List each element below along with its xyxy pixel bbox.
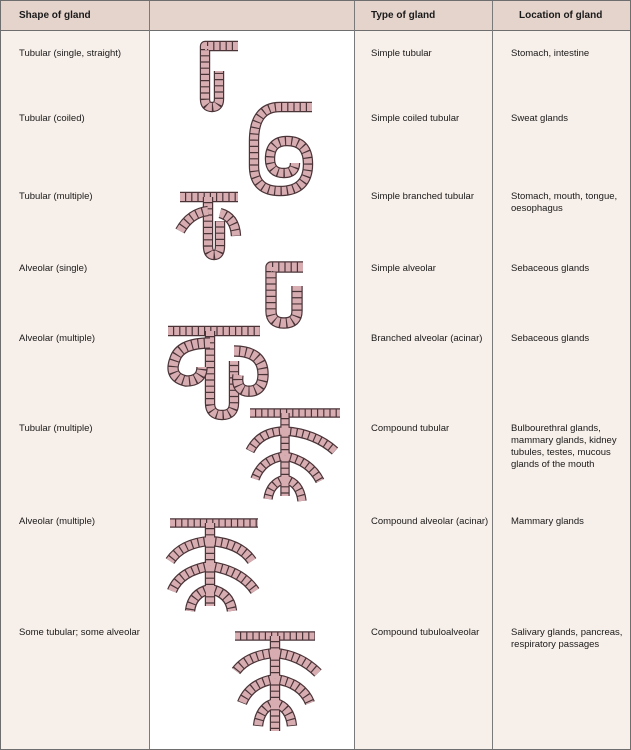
row-8-location: Salivary glands, pancreas, respiratory passages: [511, 627, 623, 650]
row-7-location: Mammary glands: [511, 516, 584, 527]
header-type: Type of gland: [371, 10, 436, 21]
compound-tubuloalveolar-branches: [236, 636, 318, 731]
row-1-type: Simple tubular: [371, 48, 432, 59]
row-8-type: Compound tubuloalveolar: [371, 627, 480, 638]
row-8-shape: Some tubular; some alveolar: [19, 627, 140, 638]
compound-alveolar-branches: [170, 523, 255, 611]
row-6-shape: Tubular (multiple): [19, 423, 93, 434]
row-4-location: Sebaceous glands: [511, 263, 590, 274]
row-1-location: Stomach, intestine: [511, 48, 590, 59]
row-6-type: Compound tubular: [371, 423, 450, 434]
column-divider: [492, 1, 493, 749]
row-4-type: Simple alveolar: [371, 263, 436, 274]
row-6-location: Bulbourethral glands, mammary glands, kidney tubules, testes, mucous glands of the mouth: [511, 423, 617, 470]
row-2-type: Simple coiled tubular: [371, 113, 460, 124]
header-location: Location of gland: [519, 10, 603, 21]
gland-drawings: [168, 46, 340, 731]
row-2-location: Sweat glands: [511, 113, 569, 124]
table-header: [1, 1, 630, 31]
row-3-type: Simple branched tubular: [371, 191, 474, 202]
row-7-shape: Alveolar (multiple): [19, 516, 96, 527]
row-2-shape: Tubular (coiled): [19, 113, 85, 124]
row-3-shape: Tubular (multiple): [19, 191, 93, 202]
gland-illustrations: [150, 31, 354, 749]
row-1-shape: Tubular (single, straight): [19, 48, 122, 59]
column-divider: [354, 1, 355, 749]
row-5-location: Sebaceous glands: [511, 333, 590, 344]
row-5-shape: Alveolar (multiple): [19, 333, 96, 344]
row-3-location: Stomach, mouth, tongue, oesophagus: [511, 191, 618, 214]
row-7-type: Compound alveolar (acinar): [371, 516, 489, 527]
row-4-shape: Alveolar (single): [19, 263, 88, 274]
row-5-type: Branched alveolar (acinar): [371, 333, 483, 344]
header-shape: Shape of gland: [19, 10, 91, 21]
